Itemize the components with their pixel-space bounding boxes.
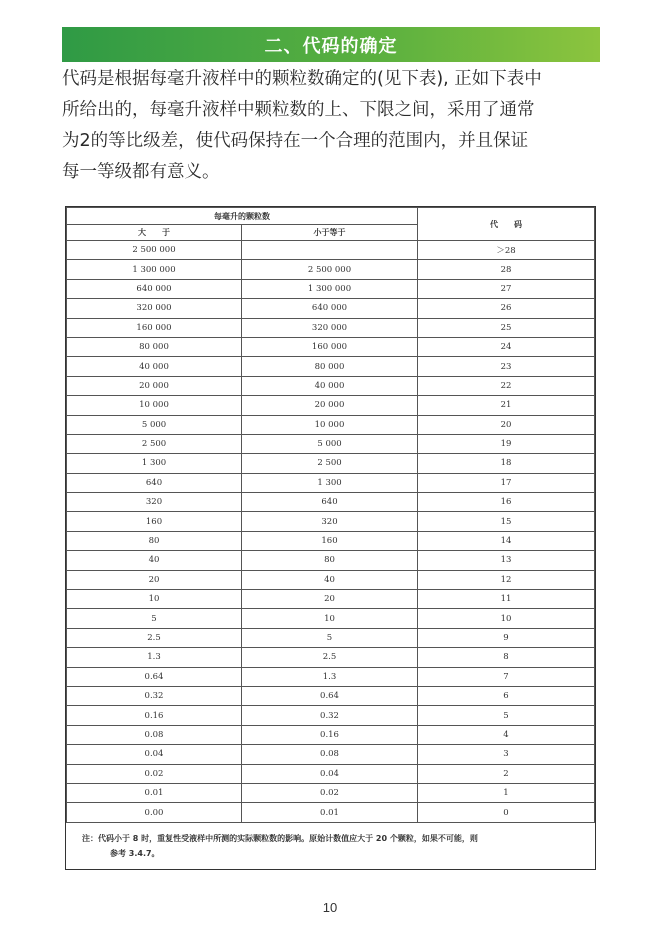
cell-less-or-equal: 640 000 <box>242 299 418 318</box>
cell-more-than: 0.01 <box>67 783 242 802</box>
cell-code: 28 <box>418 260 595 279</box>
cell-more-than: 320 <box>67 493 242 512</box>
cell-less-or-equal <box>242 241 418 260</box>
table-row <box>67 279 595 298</box>
cell-less-or-equal: 320 <box>242 512 418 531</box>
cell-more-than: 20 000 <box>67 376 242 395</box>
code-table-container <box>65 206 596 870</box>
cell-less-or-equal: 20 000 <box>242 396 418 415</box>
table-row <box>67 318 595 337</box>
cell-code: 6 <box>418 686 595 705</box>
cell-more-than: 0.08 <box>67 725 242 744</box>
cell-code: ＞28 <box>418 241 595 260</box>
cell-less-or-equal: 1 300 <box>242 473 418 492</box>
cell-less-or-equal: 5 <box>242 628 418 647</box>
cell-less-or-equal: 2.5 <box>242 648 418 667</box>
cell-more-than: 1 300 <box>67 454 242 473</box>
cell-less-or-equal: 20 <box>242 590 418 609</box>
cell-more-than: 80 <box>67 531 242 550</box>
cell-less-or-equal: 160 <box>242 531 418 550</box>
table-row <box>67 609 595 628</box>
cell-code: 0 <box>418 803 595 822</box>
cell-less-or-equal: 320 000 <box>242 318 418 337</box>
cell-less-or-equal: 2 500 000 <box>242 260 418 279</box>
cell-code: 4 <box>418 725 595 744</box>
page-number: 10 <box>322 900 338 915</box>
table-note <box>66 823 595 861</box>
intro-line: 所给出的，每毫升液样中颗粒数的上、下限之间，采用了通常 <box>62 100 535 120</box>
cell-more-than: 320 000 <box>67 299 242 318</box>
table-row <box>67 241 595 260</box>
table-row <box>67 473 595 492</box>
code-table <box>66 207 595 823</box>
table-row <box>67 493 595 512</box>
header-code: 代 码 <box>418 208 595 241</box>
cell-more-than: 160 <box>67 512 242 531</box>
intro-line: 为2的等比级差，使代码保持在一个合理的范围内，并且保证 <box>62 131 529 151</box>
cell-more-than: 640 000 <box>67 279 242 298</box>
table-row <box>67 648 595 667</box>
cell-less-or-equal: 40 <box>242 570 418 589</box>
cell-code: 3 <box>418 745 595 764</box>
cell-code: 12 <box>418 570 595 589</box>
cell-less-or-equal: 2 500 <box>242 454 418 473</box>
table-row <box>67 667 595 686</box>
cell-more-than: 80 000 <box>67 337 242 356</box>
cell-more-than: 40 000 <box>67 357 242 376</box>
cell-more-than: 0.00 <box>67 803 242 822</box>
table-row <box>67 357 595 376</box>
cell-code: 2 <box>418 764 595 783</box>
cell-code: 1 <box>418 783 595 802</box>
cell-less-or-equal: 40 000 <box>242 376 418 395</box>
table-row <box>67 396 595 415</box>
cell-more-than: 0.02 <box>67 764 242 783</box>
cell-more-than: 20 <box>67 570 242 589</box>
cell-less-or-equal: 0.04 <box>242 764 418 783</box>
table-row <box>67 337 595 356</box>
cell-less-or-equal: 0.01 <box>242 803 418 822</box>
cell-less-or-equal: 80 000 <box>242 357 418 376</box>
intro-line: 每一等级都有意义。 <box>62 162 220 182</box>
table-row <box>67 803 595 822</box>
cell-less-or-equal: 0.64 <box>242 686 418 705</box>
table-row <box>67 531 595 550</box>
cell-code: 5 <box>418 706 595 725</box>
cell-code: 21 <box>418 396 595 415</box>
cell-more-than: 1.3 <box>67 648 242 667</box>
header-less-or-equal: 小于等于 <box>242 225 418 241</box>
table-row <box>67 434 595 453</box>
cell-code: 26 <box>418 299 595 318</box>
cell-code: 8 <box>418 648 595 667</box>
table-row <box>67 415 595 434</box>
cell-code: 19 <box>418 434 595 453</box>
intro-line: 代码是根据每毫升液样中的颗粒数确定的(见下表), 正如下表中 <box>62 69 542 89</box>
cell-more-than: 0.32 <box>67 686 242 705</box>
cell-less-or-equal: 640 <box>242 493 418 512</box>
cell-less-or-equal: 0.16 <box>242 725 418 744</box>
cell-code: 7 <box>418 667 595 686</box>
table-row <box>67 260 595 279</box>
cell-more-than: 2 500 000 <box>67 241 242 260</box>
table-row <box>67 570 595 589</box>
table-row <box>67 745 595 764</box>
cell-less-or-equal: 0.02 <box>242 783 418 802</box>
cell-more-than: 40 <box>67 551 242 570</box>
cell-less-or-equal: 10 000 <box>242 415 418 434</box>
cell-code: 9 <box>418 628 595 647</box>
header-more-than: 大 于 <box>67 225 242 241</box>
section-title: 二、代码的确定 <box>264 35 398 57</box>
cell-more-than: 640 <box>67 473 242 492</box>
cell-code: 24 <box>418 337 595 356</box>
cell-less-or-equal: 0.32 <box>242 706 418 725</box>
note-line: 注：代码小于 8 时，重复性受液样中所测的实际颗粒数的影响。原始计数值应大于 20 个颗粒，如果不可能，则 <box>82 833 478 843</box>
cell-more-than: 10 000 <box>67 396 242 415</box>
note-line: 参考 3.4.7。 <box>110 848 160 858</box>
cell-code: 20 <box>418 415 595 434</box>
cell-more-than: 1 300 000 <box>67 260 242 279</box>
cell-less-or-equal: 160 000 <box>242 337 418 356</box>
cell-code: 17 <box>418 473 595 492</box>
table-row <box>67 725 595 744</box>
cell-less-or-equal: 0.08 <box>242 745 418 764</box>
cell-less-or-equal: 10 <box>242 609 418 628</box>
cell-code: 25 <box>418 318 595 337</box>
table-row <box>67 686 595 705</box>
table-row <box>67 590 595 609</box>
cell-code: 14 <box>418 531 595 550</box>
cell-more-than: 0.16 <box>67 706 242 725</box>
cell-less-or-equal: 80 <box>242 551 418 570</box>
cell-more-than: 10 <box>67 590 242 609</box>
table-row <box>67 512 595 531</box>
cell-more-than: 5 <box>67 609 242 628</box>
header-particles-per-ml: 每毫升的颗粒数 <box>67 208 418 225</box>
table-row <box>67 706 595 725</box>
table-body <box>67 241 595 823</box>
table-row <box>67 783 595 802</box>
table-row <box>67 551 595 570</box>
cell-code: 18 <box>418 454 595 473</box>
cell-less-or-equal: 5 000 <box>242 434 418 453</box>
cell-more-than: 160 000 <box>67 318 242 337</box>
section-banner <box>62 27 600 62</box>
cell-code: 22 <box>418 376 595 395</box>
cell-more-than: 2 500 <box>67 434 242 453</box>
table-row <box>67 454 595 473</box>
intro-paragraph <box>62 64 602 188</box>
cell-more-than: 0.04 <box>67 745 242 764</box>
table-row <box>67 299 595 318</box>
cell-code: 27 <box>418 279 595 298</box>
table-row <box>67 764 595 783</box>
cell-more-than: 0.64 <box>67 667 242 686</box>
cell-code: 13 <box>418 551 595 570</box>
cell-code: 16 <box>418 493 595 512</box>
cell-code: 23 <box>418 357 595 376</box>
table-row <box>67 628 595 647</box>
cell-more-than: 5 000 <box>67 415 242 434</box>
cell-more-than: 2.5 <box>67 628 242 647</box>
cell-code: 11 <box>418 590 595 609</box>
table-row <box>67 376 595 395</box>
cell-less-or-equal: 1.3 <box>242 667 418 686</box>
cell-code: 10 <box>418 609 595 628</box>
cell-code: 15 <box>418 512 595 531</box>
cell-less-or-equal: 1 300 000 <box>242 279 418 298</box>
